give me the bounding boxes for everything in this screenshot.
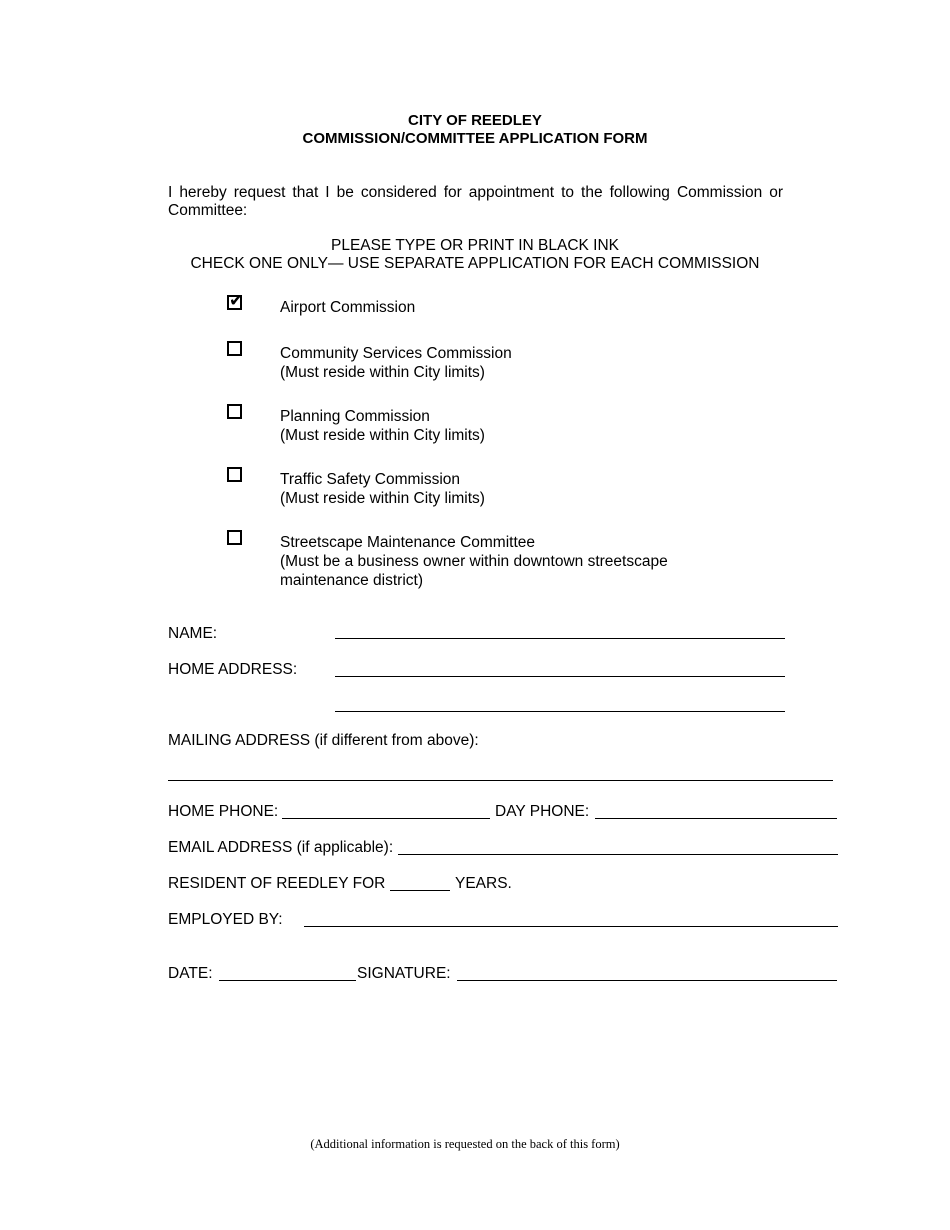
option-streetscape (280, 533, 668, 590)
option-traffic-safety (280, 470, 485, 508)
home-address-label: HOME ADDRESS: (168, 661, 298, 678)
check-mark-icon: ✔ (229, 291, 244, 310)
instruction-check-one: CHECK ONE ONLY— USE SEPARATE APPLICATION FOR EACH COMMISSION (190, 255, 760, 272)
option-label: Planning Commission (280, 408, 430, 425)
mailing-address-label: MAILING ADDRESS (if different from above): (168, 732, 479, 749)
home-phone-field[interactable] (282, 818, 490, 819)
option-planning (280, 407, 485, 445)
city-title: CITY OF REEDLEY (408, 112, 542, 129)
option-label: Traffic Safety Commission (280, 471, 461, 488)
streetscape-checkbox[interactable] (227, 530, 242, 545)
airport-commission-checkbox[interactable] (227, 291, 244, 310)
resident-years-field[interactable] (390, 890, 450, 891)
traffic-safety-checkbox[interactable] (227, 467, 242, 482)
home-phone-label: HOME PHONE: (168, 803, 279, 820)
employed-by-label: EMPLOYED BY: (168, 911, 283, 928)
email-label: EMAIL ADDRESS (if applicable): (168, 839, 394, 856)
planning-commission-checkbox[interactable] (227, 404, 242, 419)
day-phone-field[interactable] (595, 818, 837, 819)
option-note: (Must reside within City limits) (280, 490, 485, 507)
date-label: DATE: (168, 965, 213, 982)
footer-note: (Additional information is requested on the back of this form) (310, 1137, 620, 1151)
option-note-cont: maintenance district) (280, 572, 424, 589)
option-note: (Must reside within City limits) (280, 364, 485, 381)
signature-field[interactable] (457, 980, 837, 981)
option-community-services (280, 344, 512, 382)
name-field[interactable] (335, 638, 785, 639)
option-label: Community Services Commission (280, 345, 512, 362)
employed-by-field[interactable] (304, 926, 838, 927)
day-phone-label: DAY PHONE: (495, 803, 590, 820)
name-label: NAME: (168, 625, 218, 642)
resident-label: RESIDENT OF REEDLEY FOR (168, 875, 386, 892)
option-airport (280, 298, 415, 317)
home-address-field-1[interactable] (335, 676, 785, 677)
option-label: Streetscape Maintenance Committee (280, 534, 536, 551)
instruction-ink: PLEASE TYPE OR PRINT IN BLACK INK (331, 237, 619, 254)
mailing-address-field[interactable] (168, 780, 833, 781)
signature-label: SIGNATURE: (357, 965, 451, 982)
home-address-field-2[interactable] (335, 711, 785, 712)
option-note: (Must reside within City limits) (280, 427, 485, 444)
form-title: COMMISSION/COMMITTEE APPLICATION FORM (302, 130, 648, 147)
date-field[interactable] (219, 980, 356, 981)
option-label: Airport Commission (280, 299, 416, 316)
intro-text: I hereby request that I be considered for appointment to the following Commission or Committee: (168, 184, 783, 219)
community-services-checkbox[interactable] (227, 341, 242, 356)
option-note: (Must be a business owner within downtown streetscape (280, 553, 668, 570)
email-field[interactable] (398, 854, 838, 855)
resident-years-label: YEARS. (455, 875, 512, 892)
